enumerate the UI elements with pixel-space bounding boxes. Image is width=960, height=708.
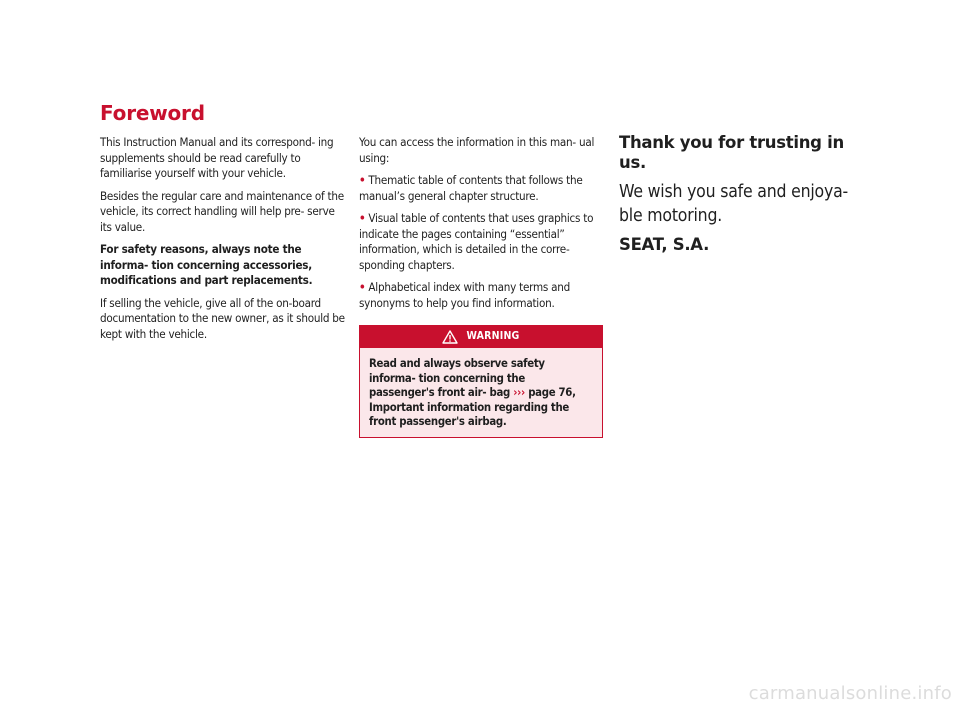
bullet-icon: •	[359, 173, 366, 187]
column-middle	[359, 135, 609, 438]
page-reference-link[interactable]: page 76, Important information regarding the front passenger's airbag	[369, 386, 576, 428]
list-item	[359, 211, 609, 273]
bullet-icon: •	[359, 211, 366, 225]
list-item-text: Thematic table of contents that follows the manual’s general chapter structure.	[359, 173, 583, 203]
list-item	[359, 173, 609, 204]
page-title: Foreword	[100, 101, 205, 125]
paragraph-access-intro: You can access the information in this man- ual using:	[359, 135, 595, 165]
company-signature: SEAT, S.A.	[619, 235, 710, 254]
paragraph-read-manual: This Instruction Manual and its correspond- ing supplements should be read carefully to familiarise yourself with your vehicle.	[100, 135, 334, 180]
list-item	[359, 280, 609, 311]
thank-you-heading: Thank you for trusting in us.	[619, 133, 844, 172]
warning-header	[360, 326, 602, 348]
warning-box	[359, 325, 603, 438]
column-left	[100, 135, 345, 349]
warning-text: Read and always observe safety informa- tion concerning the passenger's front air- bag ››› page 76, Important information regarding the front passenger's airbag.	[369, 357, 576, 428]
watermark: carmanualsonline.info	[748, 683, 952, 704]
list-item-text: Visual table of contents that uses graphics to indicate the pages containing “essential” information, which is detailed in the corre- sponding chapters.	[359, 211, 594, 272]
paragraph-safety-note: For safety reasons, always note the informa- tion concerning accessories, modifications and part replacements.	[100, 242, 313, 287]
paragraph-maintenance: Besides the regular care and maintenance of the vehicle, its correct handling will help pre- serve its value.	[100, 188, 344, 234]
list-item-text: Alphabetical index with many terms and synonyms to help you find information.	[359, 280, 570, 310]
safe-motoring-text: We wish you safe and enjoya- ble motoring.	[619, 182, 849, 226]
page-reference-arrow-icon: ›››	[513, 386, 525, 399]
paragraph-selling-vehicle: If selling the vehicle, give all of the on-board documentation to the new owner, as it should be kept with the vehicle.	[100, 295, 345, 341]
warning-triangle-icon	[442, 330, 458, 344]
bullet-icon: •	[359, 280, 366, 294]
warning-label: WARNING	[466, 330, 520, 343]
column-right	[619, 133, 864, 262]
